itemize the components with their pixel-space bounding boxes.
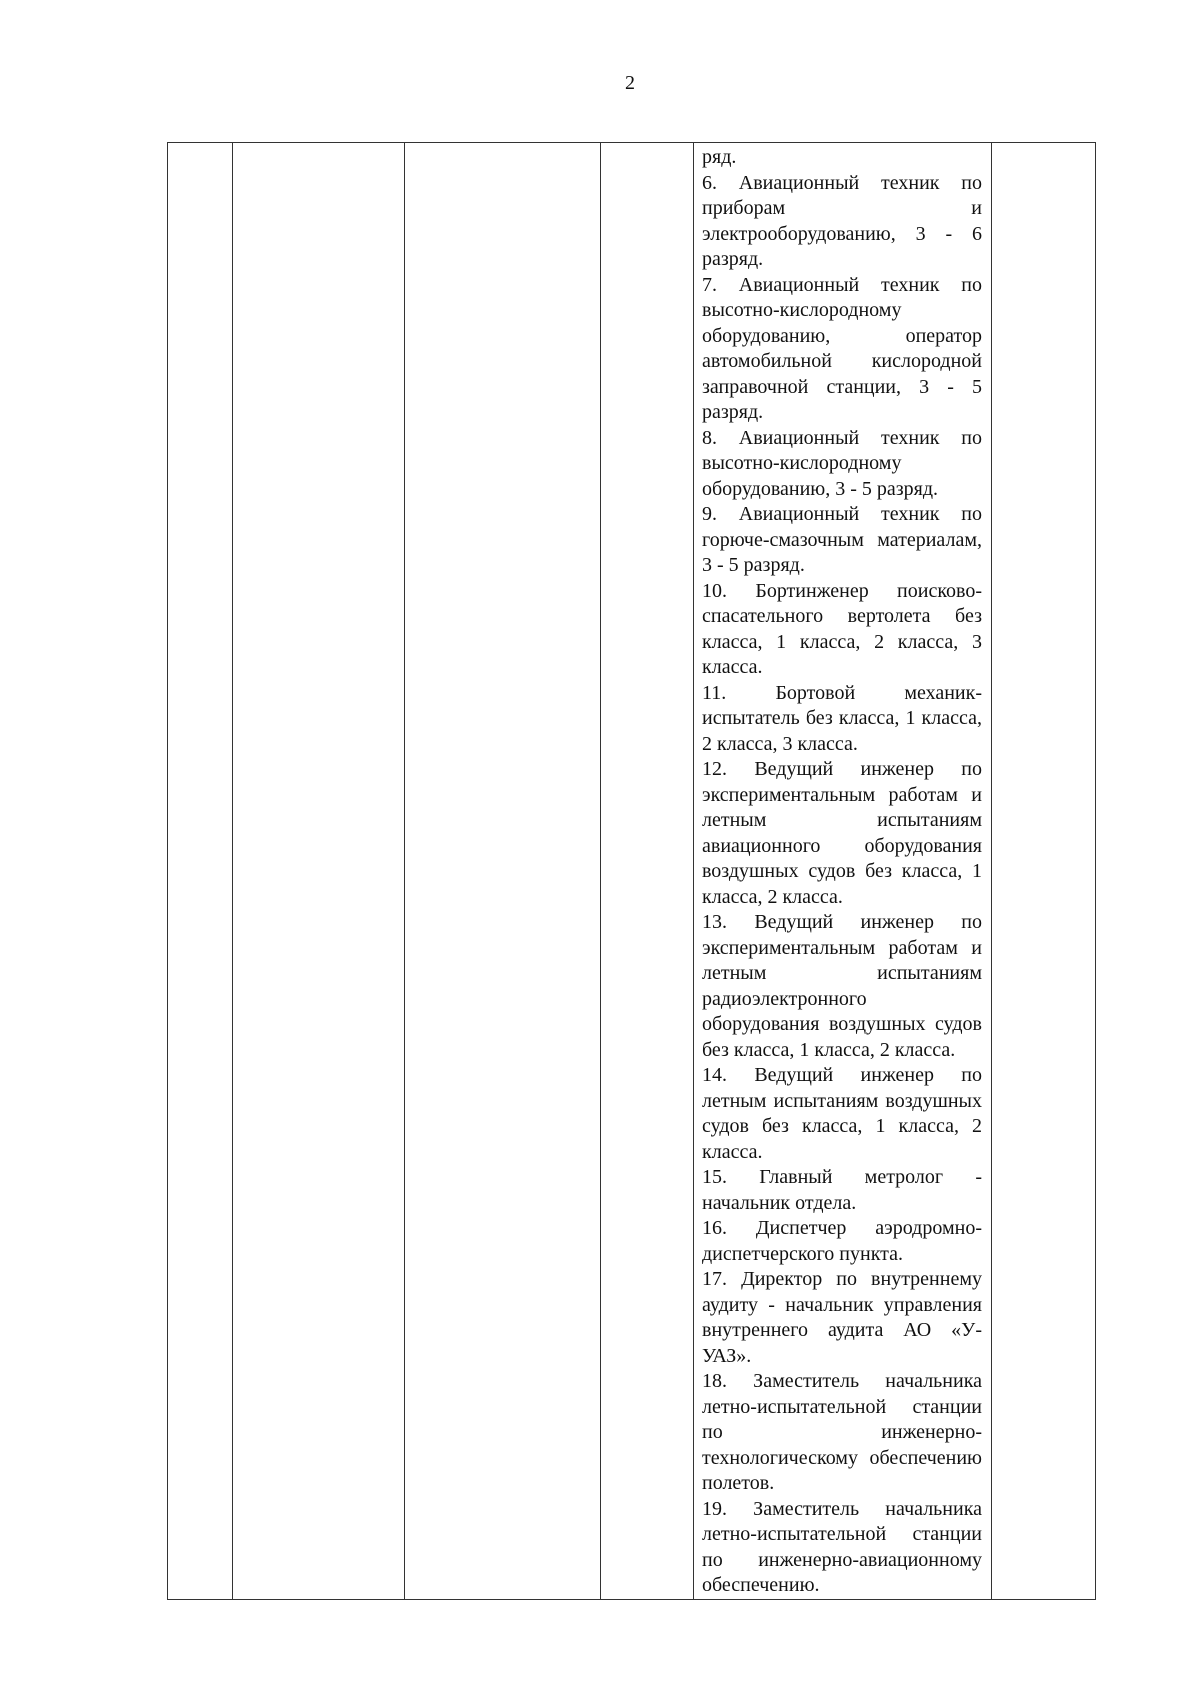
list-item: 6. Авиационный техник по приборам и электрооборудованию, 3 - 6 разряд. bbox=[702, 171, 982, 270]
table-cell-col6 bbox=[992, 143, 1096, 1600]
list-item: 14. Ведущий инженер по летным испытаниям воздушных судов без класса, 1 класса, 2 класса. bbox=[702, 1064, 982, 1163]
list-item: 8. Авиационный техник по высотно-кислородному оборудованию, 3 - 5 разряд. bbox=[702, 426, 982, 500]
table-cell-col2 bbox=[233, 143, 405, 1600]
table-cell-col1 bbox=[168, 143, 233, 1600]
table-row bbox=[168, 143, 1096, 1600]
list-item: 12. Ведущий инженер по экспериментальным работам и летным испытаниям авиационного оборудования воздушных судов без класса, 1 класса, 2 класса. bbox=[702, 758, 982, 908]
list-item: 9. Авиационный техник по горюче-смазочным материалам, 3 - 5 разряд. bbox=[702, 503, 982, 576]
page-number: 2 bbox=[625, 72, 635, 94]
list-item: 19. Заместитель начальника летно-испытательной станции по инженерно-авиационному обеспечению. bbox=[702, 1497, 982, 1596]
table-cell-positions bbox=[694, 143, 992, 1600]
list-item: 15. Главный метролог - начальник отдела. bbox=[702, 1166, 982, 1214]
table-cell-col3 bbox=[405, 143, 601, 1600]
list-item: 16. Диспетчер аэродромно-диспетчерского пункта. bbox=[702, 1217, 982, 1265]
table-cell-col4 bbox=[601, 143, 694, 1600]
positions-list bbox=[694, 143, 991, 1599]
list-item: ряд. bbox=[702, 146, 737, 168]
document-table bbox=[167, 142, 1096, 1600]
list-item: 7. Авиационный техник по высотно-кислородному оборудованию, оператор автомобильной кислородной заправочной станции, 3 - 5 разряд. bbox=[702, 273, 982, 423]
list-item: 10. Бортинженер поисково-спасательного вертолета без класса, 1 класса, 2 класса, 3 класса. bbox=[702, 579, 982, 678]
list-item: 18. Заместитель начальника летно-испытательной станции по инженерно-технологическому обеспечению полетов. bbox=[702, 1370, 982, 1494]
list-item: 17. Директор по внутреннему аудиту - начальник управления внутреннего аудита АО «У-УАЗ». bbox=[702, 1268, 982, 1367]
list-item: 11. Бортовой механик-испытатель без класса, 1 класса, 2 класса, 3 класса. bbox=[702, 681, 982, 755]
list-item: 13. Ведущий инженер по экспериментальным работам и летным испытаниям радиоэлектронного оборудования воздушных судов без класса, 1 класса, 2 класса. bbox=[702, 911, 982, 1061]
